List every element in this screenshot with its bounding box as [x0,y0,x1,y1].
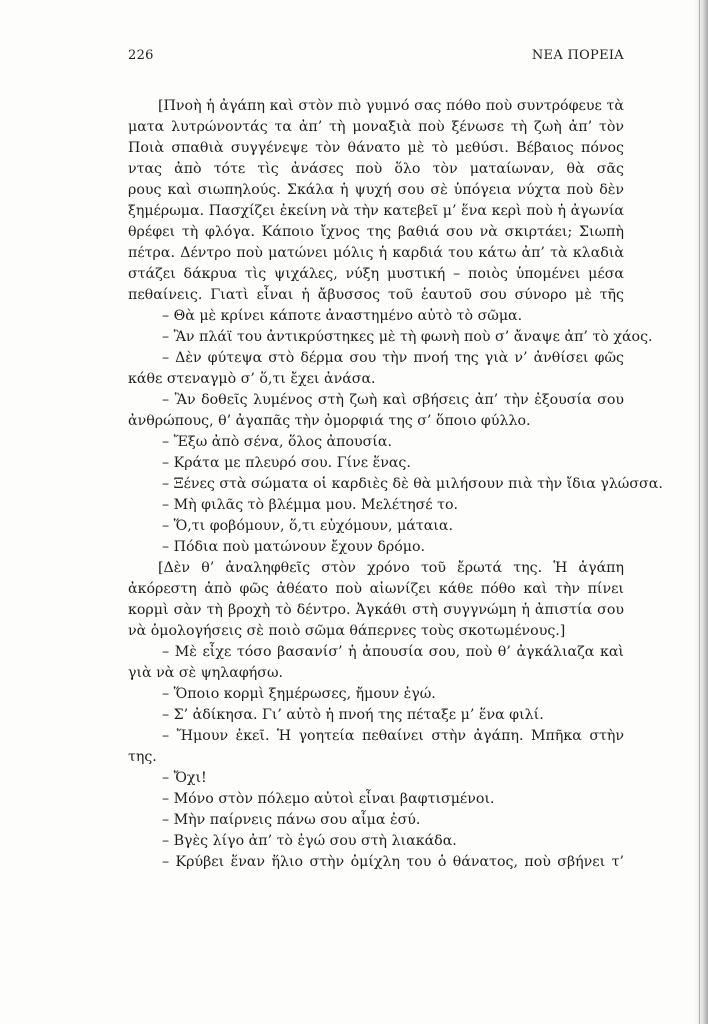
text-line: ντας ἀπὸ τότε τὶς ἀνάσες ποὺ ὅλο τὸν ματαίωναν, θὰ σᾶς [128,161,624,177]
dialogue-line: – Ξένες στὰ σώματα οἱ καρδιὲς δὲ θὰ μιλήσουν πιὰ τὴν ἴδια γλώσσα. [162,476,663,492]
dialogue-line: – Μόνο στὸν πόλεμο αὐτοὶ εἶναι βαφτισμένοι. [162,791,495,807]
dialogue-line: – Κρύβει ἕναν ἥλιο στὴν ὀμίχλη του ὁ θάνατος, ποὺ σβήνει τ’ [162,854,624,870]
text-line: πέτρα. Δέντρο ποὺ ματώνει μόλις ἡ καρδιά του κάτω ἀπ’ τὰ κλαδιὰ [128,245,624,261]
dialogue-line: – Κράτα με πλευρό σου. Γίνε ἕνας. [162,455,411,471]
text-line: πεθαίνεις. Γιατὶ εἶναι ἡ ἄβυσσος τοῦ ἑαυτοῦ σου σύνορο μὲ τῆς [128,287,624,303]
dialogue-line: – Μὴν παίρνεις πάνω σου αἷμα ἐσύ. [162,812,421,828]
text-line: [Πνοὴ ἡ ἀγάπη καὶ στὸν πιὸ γυμνό σας πόθο ποὺ συντρόφευε τὰ [158,98,624,114]
dialogue-line: – Ὅποιο κορμὶ ξημέρωσες, ἤμουν ἐγώ. [162,686,436,702]
body-text [128,96,663,873]
dialogue-line: – Ὅ,τι φοβόμουν, ὅ,τι εὐχόμουν, μάταια. [162,518,453,534]
dialogue-line: – Ἂν δοθεῖς λυμένος στὴ ζωὴ καὶ σβήσεις ἀπ’ τὴν ἐξουσία σου [162,392,624,408]
text-line: θρέφει τὴ φλόγα. Κάποιο ἴχνος της βαθιά σου νὰ σκιρτάει; Σιωπὴ [128,224,624,240]
dialogue-line: – Βγὲς λίγο ἀπ’ τὸ ἐγώ σου στὴ λιακάδα. [162,833,457,849]
dialogue-line: – Σ’ ἀδίκησα. Γι’ αὐτὸ ἡ πνοή της πέταξε μ’ ἕνα φιλί. [162,707,544,723]
text-line: Ποιὰ σπαθιὰ συγγένεψε τὸν θάνατο μὲ τὸ μεθύσι. Βέβαιος πόνος [128,140,624,156]
running-title: ΝΕΑ ΠΟΡΕΙΑ [531,48,624,63]
text-line: κάθε στεναγμὸ σ’ ὅ,τι ἔχει ἀνάσα. [128,371,376,387]
text-line: [Δὲν θ’ ἀναληφθεῖς στὸν χρόνο τοῦ ἔρωτά της. Ἡ ἀγάπη [158,560,624,576]
text-line: ρους καὶ σιωπηλούς. Σκάλα ἡ ψυχή σου σὲ ὑπόγεια νύχτα ποὺ δὲν [128,182,624,198]
dialogue-line: – Ἤμουν ἐκεῖ. Ἡ γοητεία πεθαίνει στὴν ἀγάπη. Μπῆκα στὴν [162,728,624,744]
text-line: ματα λυτρώνοντάς τα ἀπ’ τὴ μοναξιὰ ποὺ ξένωσε τὴ ζωὴ ἀπ’ τὸν [128,119,624,135]
dialogue-line: – Θὰ μὲ κρίνει κάποτε ἀναστημένο αὐτὸ τὸ σῶμα. [162,308,523,324]
text-line: ἀκόρεστη ἀπὸ φῶς ἀθέατο ποὺ αἰωνίζει κάθε πόθο καὶ τὴν πίνει [128,581,624,597]
page-edge-shadow [694,0,708,1024]
text-line: της. [128,749,157,765]
dialogue-line: – Ἂν πλάϊ του ἀντικρύστηκες μὲ τὴ φωνὴ ποὺ σ’ ἄναψε ἀπ’ τὸ χάος. [162,329,653,345]
dialogue-line: – Πόδια ποὺ ματώνουν ἔχουν δρόμο. [162,539,426,555]
page-number: 226 [128,48,154,63]
text-line: κορμὶ σὰν τὴ βροχὴ τὸ δέντρο. Ἀγκάθι στὴ συγγνώμη ἡ ἀπιστία σου [128,602,624,618]
dialogue-line: – Ἔξω ἀπὸ σένα, ὅλος ἀπουσία. [162,434,392,450]
text-line: ξημέρωμα. Πασχίζει ἐκείνη νὰ τὴν κατεβεῖ μ’ ἕνα κερὶ ποὺ ἡ ἀγωνία [128,203,624,219]
dialogue-line: – Δὲν φύτεψα στὸ δέρμα σου τὴν πνοή της γιὰ ν’ ἀνθίσει φῶς [162,350,624,366]
dialogue-line: – Ὄχι! [162,770,207,786]
dialogue-line: – Μὴ φιλᾶς τὸ βλέμμα μου. Μελέτησέ το. [162,497,459,513]
text-line: νὰ ὁμολογήσεις σὲ ποιὸ σῶμα θάπερνες τοὺς σκοτωμένους.] [128,623,566,639]
text-line: γιὰ νὰ σὲ ψηλαφήσω. [128,665,284,681]
text-line: στάζει δάκρυα τὶς ψιχάλες, νύξη μυστική – ποιὸς ὑπομένει μέσα [128,266,624,282]
page-header [128,48,624,68]
dialogue-line: – Μὲ εἶχε τόσο βασανίσ’ ἡ ἀπουσία σου, ποὺ θ’ ἀγκάλιαζα καὶ [162,644,624,660]
text-line: ἀνθρώπους, θ’ ἀγαπᾶς τὴν ὀμορφιά της σ’ ὅποιο φύλλο. [128,413,531,429]
